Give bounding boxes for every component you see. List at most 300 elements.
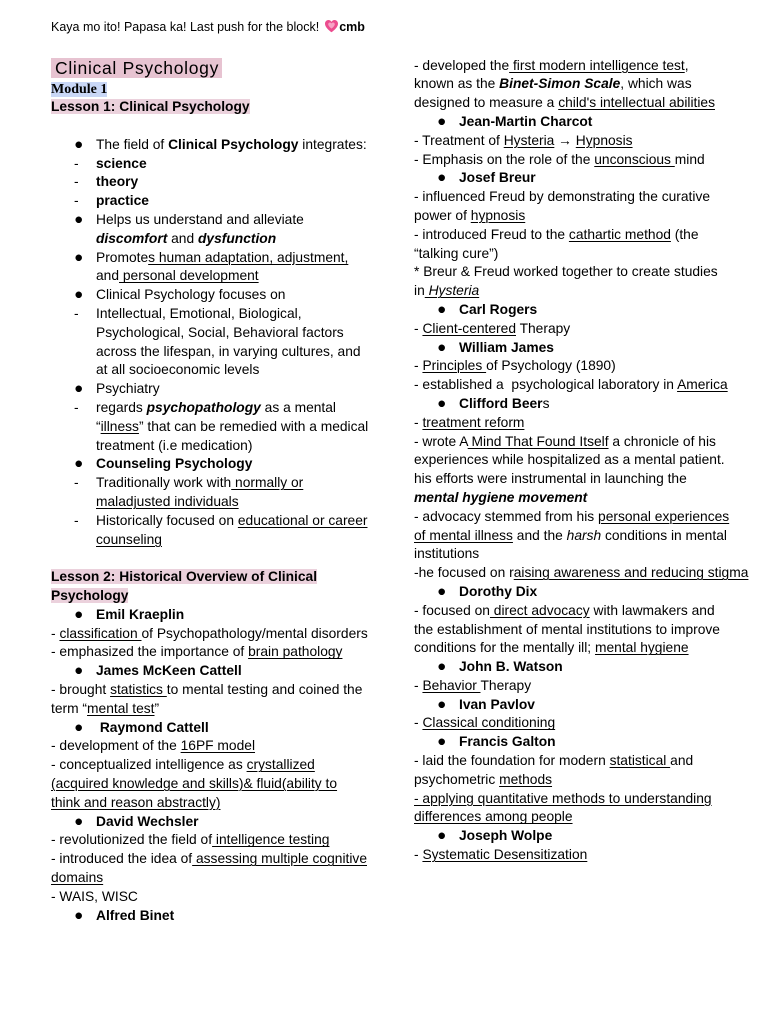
text-run: - focused on	[414, 602, 490, 618]
line-content	[96, 494, 239, 509]
text-line	[414, 132, 764, 151]
line-content	[96, 344, 361, 359]
line-content	[414, 753, 693, 768]
bold-text: Ivan Pavlov	[459, 696, 535, 712]
text-run: ,	[684, 57, 689, 73]
text-run: designed to measure a	[414, 95, 559, 111]
bullet-item	[51, 455, 403, 474]
bullet-marker: ●	[438, 173, 446, 184]
continuation-line	[51, 324, 403, 343]
text-line	[414, 188, 764, 207]
line-content	[459, 584, 537, 599]
bullet-marker: ●	[75, 384, 83, 395]
header-note	[51, 18, 365, 36]
text-run: at all socioeconomic levels	[96, 362, 260, 378]
line-content	[414, 133, 633, 148]
bullet-marker: ●	[75, 609, 83, 620]
bold-italic-text: Binet-Simon Scale	[499, 76, 621, 92]
line-content	[459, 697, 535, 712]
text-line	[414, 545, 764, 564]
line-content	[414, 95, 715, 110]
text-run: and the	[512, 527, 567, 543]
bold-text: practice	[96, 193, 149, 209]
text-line	[414, 771, 764, 790]
bold-text: Lesson 2: Historical Overview of Clinical	[51, 569, 318, 585]
line-content	[414, 358, 616, 373]
text-line	[414, 433, 764, 452]
text-line	[414, 57, 764, 76]
dash-item	[51, 305, 403, 324]
line-content	[96, 475, 303, 490]
text-run: “talking cure”)	[414, 245, 499, 261]
text-run: (the	[670, 226, 699, 242]
bullet-item	[51, 211, 403, 230]
line-content	[96, 137, 367, 152]
bold-text: Emil Kraeplin	[96, 606, 185, 622]
bullet-item	[51, 249, 403, 268]
text-run: Therapy	[480, 677, 532, 693]
text-line	[51, 625, 403, 644]
line-content	[96, 193, 149, 208]
text-run: -	[51, 625, 60, 641]
text-line	[414, 151, 764, 170]
text-line	[414, 564, 764, 583]
text-run: mind	[674, 151, 705, 167]
text-line	[414, 94, 764, 113]
line-content	[414, 208, 525, 223]
text-run: treatment (i.e medication)	[96, 437, 253, 453]
line-content	[51, 626, 368, 641]
line-content	[459, 340, 554, 355]
text-line	[414, 508, 764, 527]
text-run: - laid the foundation for modern	[414, 753, 610, 769]
text-run: known as the	[414, 76, 500, 92]
bullet-marker: ●	[438, 342, 446, 353]
line-content	[51, 776, 337, 791]
bullet-marker: ●	[438, 737, 446, 748]
line-content	[414, 809, 573, 824]
line-content	[414, 76, 692, 91]
bold-text: Lesson 1: Clinical Psychology	[51, 99, 250, 115]
bullet-item	[414, 339, 764, 358]
bullet-item	[414, 113, 764, 132]
underlined-text: crystallized	[246, 757, 315, 773]
line-content	[96, 456, 252, 471]
text-line	[414, 621, 764, 640]
line-content	[414, 565, 748, 580]
text-run: Clinical Psychology focuses on	[96, 287, 286, 303]
italic-text: harsh	[566, 527, 602, 543]
bold-text: theory	[96, 174, 139, 190]
text-line	[51, 831, 403, 850]
bold-italic-text: discomfort	[96, 230, 168, 246]
text-line	[414, 808, 764, 827]
line-content	[51, 851, 367, 866]
line-content	[414, 772, 552, 787]
text-line	[414, 282, 764, 301]
blank-line	[51, 549, 403, 568]
underlined-text: of mental illness	[414, 527, 513, 543]
text-run: regards	[96, 400, 147, 416]
line-content	[414, 678, 531, 693]
line-content	[96, 306, 302, 321]
line-content	[96, 908, 174, 923]
bold-text: Carl Rogers	[459, 301, 538, 317]
text-run: conditions in mental	[601, 527, 727, 543]
text-line	[51, 681, 403, 700]
text-line	[414, 207, 764, 226]
text-run: in	[414, 283, 425, 299]
bullet-marker: ●	[438, 662, 446, 673]
bullet-item	[414, 827, 764, 846]
bullet-item	[414, 395, 764, 414]
text-line	[51, 850, 403, 869]
dash-item	[51, 512, 403, 531]
line-content	[414, 246, 498, 261]
underlined-text: classification	[59, 625, 142, 641]
bold-italic-text: psychopathology	[146, 400, 261, 416]
line-content	[414, 546, 479, 561]
text-run: →	[554, 132, 576, 148]
text-run: - emphasized the importance of	[51, 644, 249, 660]
dash-marker: -	[74, 155, 79, 171]
bold-text: David Wechsler	[96, 813, 199, 829]
bullet-marker: ●	[438, 304, 446, 315]
line-content	[51, 795, 220, 810]
underlined-text: Hysteria	[503, 132, 555, 148]
bullet-marker: ●	[75, 459, 83, 470]
bullet-marker: ●	[438, 398, 446, 409]
dash-marker: -	[74, 400, 79, 416]
line-content	[51, 870, 103, 885]
text-line	[414, 320, 764, 339]
underlined-text: mental hygiene	[594, 640, 689, 656]
bold-text: Josef Breur	[459, 170, 536, 186]
text-run: - advocacy stemmed from his	[414, 508, 599, 524]
text-run: - developed the	[414, 57, 510, 73]
underlined-text: personal experiences	[598, 508, 730, 524]
text-line	[414, 263, 764, 282]
text-line	[51, 737, 403, 756]
bullet-marker: ●	[75, 252, 83, 263]
bold-text: Raymond Cattell	[96, 719, 209, 735]
line-content	[51, 738, 255, 753]
line-content	[96, 607, 184, 622]
text-run: -he focused on r	[414, 565, 514, 581]
line-content	[414, 509, 729, 524]
continuation-line	[51, 343, 403, 362]
text-run: to mental testing and coined the	[166, 682, 363, 697]
text-run: - brought	[51, 682, 111, 697]
underlined-text: 16PF model	[180, 738, 256, 754]
line-content	[96, 814, 199, 829]
blank-line	[51, 117, 403, 136]
bold-text: Joseph Wolpe	[459, 828, 553, 844]
dash-marker: -	[74, 475, 79, 491]
text-run: ” that can be remedied with a medical	[138, 418, 369, 434]
line-content	[51, 99, 250, 114]
text-run: -	[414, 677, 423, 693]
text-line	[414, 752, 764, 771]
text-run: Psychological, Social, Behavioral factors	[96, 324, 344, 340]
text-line	[414, 414, 764, 433]
text-run: a chronicle of his	[608, 433, 716, 449]
bullet-item	[51, 662, 403, 681]
underlined-text: s human adaptation, adjustment,	[148, 249, 349, 265]
underlined-text: direct advocacy	[489, 602, 590, 618]
line-content	[414, 490, 587, 505]
text-line	[51, 869, 403, 888]
text-line	[414, 226, 764, 245]
line-content	[414, 471, 687, 486]
underlined-text: (acquired knowledge and skills)& fluid(ability to	[51, 775, 338, 791]
line-content	[459, 114, 592, 129]
line-content	[414, 452, 725, 467]
line-content	[96, 400, 336, 415]
text-run: power of	[414, 207, 471, 223]
line-content	[51, 644, 342, 659]
underlined-text: maladjusted individuals	[96, 494, 239, 510]
bullet-marker: ●	[75, 215, 83, 226]
line-content	[96, 663, 242, 678]
bullet-item	[414, 658, 764, 677]
underlined-text: Hypnosis	[575, 132, 633, 148]
dash-item	[51, 474, 403, 493]
bold-text: science	[96, 155, 147, 171]
bold-text: Dorothy Dix	[459, 583, 538, 599]
underlined-text: intelligence testing	[212, 832, 330, 848]
line-content	[414, 528, 727, 543]
underlined-text: educational or career	[237, 512, 368, 528]
bullet-marker: ●	[75, 816, 83, 827]
line-content	[96, 231, 276, 246]
text-line	[51, 794, 403, 813]
bold-text: William James	[459, 339, 554, 355]
text-run: Historically focused on	[96, 512, 238, 528]
dash-item	[51, 399, 403, 418]
text-run: Promote	[96, 249, 149, 265]
text-run: psychometric	[414, 771, 500, 787]
line-content	[414, 152, 705, 167]
line-content	[414, 415, 524, 430]
continuation-line	[51, 230, 403, 249]
line-content	[96, 720, 209, 735]
line-content	[459, 302, 537, 317]
bullet-item	[414, 301, 764, 320]
text-run: -	[414, 715, 423, 731]
line-content	[51, 569, 317, 584]
line-content	[96, 212, 304, 227]
line-content	[51, 889, 138, 904]
text-run: - introduced Freud to the	[414, 226, 569, 242]
bullet-marker: ●	[75, 290, 83, 301]
bullet-marker: ●	[438, 586, 446, 597]
text-run: of Psychology (1890)	[486, 358, 616, 374]
bullet-item	[51, 380, 403, 399]
text-line	[414, 245, 764, 264]
underlined-text: domains	[51, 869, 104, 885]
line-content	[459, 659, 563, 674]
line-content	[96, 381, 160, 396]
text-line	[51, 700, 403, 719]
text-line	[414, 357, 764, 376]
text-run: -	[414, 320, 423, 336]
lesson-heading	[51, 98, 403, 117]
bullet-item	[51, 136, 403, 155]
line-content	[459, 396, 549, 411]
text-run: - WAIS, WISC	[51, 888, 138, 904]
continuation-line	[51, 267, 403, 286]
underlined-text: methods	[499, 771, 553, 787]
text-run: and	[167, 230, 198, 246]
underlined-text: normally or	[231, 475, 304, 491]
line-content	[51, 832, 329, 847]
dash-item	[51, 155, 403, 174]
line-content	[51, 682, 362, 697]
text-run: integrates:	[298, 136, 367, 152]
line-content	[96, 250, 348, 265]
line-content	[96, 268, 259, 283]
continuation-line	[51, 418, 403, 437]
text-line	[414, 790, 764, 809]
bullet-marker: ●	[75, 139, 83, 150]
continuation-line	[51, 437, 403, 456]
header-message: Kaya mo ito! Papasa ka! Last push for the block!	[51, 20, 320, 34]
underlined-text: Mind That Found Itself	[467, 433, 609, 449]
continuation-line	[51, 361, 403, 380]
bullet-item	[51, 286, 403, 305]
text-line	[414, 639, 764, 658]
line-content	[96, 174, 138, 189]
text-run: and	[96, 268, 120, 284]
text-line	[414, 451, 764, 470]
text-run: Clinical Psychology	[55, 57, 220, 78]
text-run: ”	[154, 700, 160, 716]
text-line	[414, 602, 764, 621]
bold-italic-text: dysfunction	[197, 230, 277, 246]
text-run: - revolutionized the field of	[51, 832, 213, 848]
underlined-text: illness	[100, 418, 139, 434]
line-content	[414, 847, 587, 862]
line-content	[96, 438, 252, 453]
line-content	[459, 734, 556, 749]
page-title	[51, 57, 403, 80]
text-run: - conceptualized intelligence as	[51, 757, 247, 773]
bold-text: Clinical Psychology	[168, 136, 299, 152]
text-run: of Psychopathology/mental disorders	[141, 625, 368, 641]
line-content	[414, 264, 718, 279]
text-line	[51, 775, 403, 794]
text-run: Therapy	[516, 320, 571, 336]
text-line	[414, 489, 764, 508]
bullet-marker: ●	[75, 722, 83, 733]
text-line	[51, 643, 403, 662]
line-content	[51, 701, 159, 716]
underlined-text: statistical	[609, 753, 671, 769]
text-run: - introduced the idea of	[51, 851, 193, 867]
bullet-marker: ●	[438, 699, 446, 710]
underlined-text: mental test	[87, 700, 155, 716]
text-run: The field of	[96, 136, 169, 152]
sparkling-heart-icon	[324, 19, 339, 33]
line-content	[51, 588, 128, 603]
underlined-text: brain pathology	[248, 644, 343, 660]
bold-italic-text: mental hygiene movement	[414, 489, 588, 505]
line-content	[414, 227, 699, 242]
text-line	[414, 846, 764, 865]
underlined-text: child's intellectual abilities	[558, 95, 715, 111]
line-content	[414, 622, 720, 637]
left-column	[51, 57, 403, 926]
text-run: * Breur & Freud worked together to create studies	[414, 264, 718, 280]
underlined-text: assessing multiple cognitive	[192, 851, 367, 867]
dash-item	[51, 173, 403, 192]
line-content	[414, 603, 715, 618]
underlined-text: Classical conditioning	[422, 715, 556, 731]
text-run: with lawmakers and	[589, 602, 715, 618]
text-run: - established a psychological laboratory in	[414, 377, 678, 393]
right-column	[414, 57, 764, 865]
dash-marker: -	[74, 512, 79, 528]
bullet-item	[414, 583, 764, 602]
text-run: - Emphasis on the role of the	[414, 151, 595, 167]
underlined-text: hypnosis	[470, 207, 526, 223]
dash-marker: -	[74, 193, 79, 209]
continuation-line	[51, 531, 403, 550]
text-run: experiences while hospitalized as a mental patient.	[414, 452, 725, 468]
line-content	[96, 362, 259, 377]
line-content	[51, 757, 315, 772]
text-run: -	[414, 358, 423, 374]
text-line	[414, 470, 764, 489]
bullet-item	[51, 606, 403, 625]
underlined-text: think and reason abstractly)	[51, 794, 221, 810]
underlined-text: differences among people	[414, 809, 573, 825]
bullet-marker: ●	[75, 666, 83, 677]
text-run: across the lifespan, in varying cultures, and	[96, 343, 361, 359]
line-content	[414, 321, 570, 336]
text-line	[414, 527, 764, 546]
underlined-text: Behavior	[422, 677, 481, 693]
dash-marker: -	[74, 306, 79, 322]
line-content	[414, 58, 689, 73]
text-run: - wrote A	[414, 433, 468, 449]
line-content	[96, 287, 285, 302]
line-content	[459, 170, 536, 185]
text-line	[51, 756, 403, 775]
bullet-marker: ●	[438, 831, 446, 842]
line-content	[96, 325, 344, 340]
bullet-item	[414, 696, 764, 715]
bold-text: Psychology	[51, 588, 129, 604]
text-run: , which was	[620, 76, 692, 92]
text-run: - development of the	[51, 738, 181, 754]
line-content	[96, 532, 162, 547]
italic-underlined-text: Hysteria	[424, 283, 480, 299]
text-line	[414, 75, 764, 94]
text-run: Module 1	[51, 81, 108, 97]
underlined-text: - applying quantitative methods to understanding	[414, 790, 712, 806]
line-content	[414, 640, 689, 655]
bold-text: Jean-Martin Charcot	[459, 113, 593, 129]
text-run: - Treatment of	[414, 132, 504, 148]
text-run: “	[96, 418, 101, 434]
bullet-item	[51, 813, 403, 832]
bold-text: Alfred Binet	[96, 907, 175, 923]
bold-text: John B. Watson	[459, 659, 563, 675]
module-label	[51, 80, 403, 99]
text-run: s	[542, 395, 550, 411]
